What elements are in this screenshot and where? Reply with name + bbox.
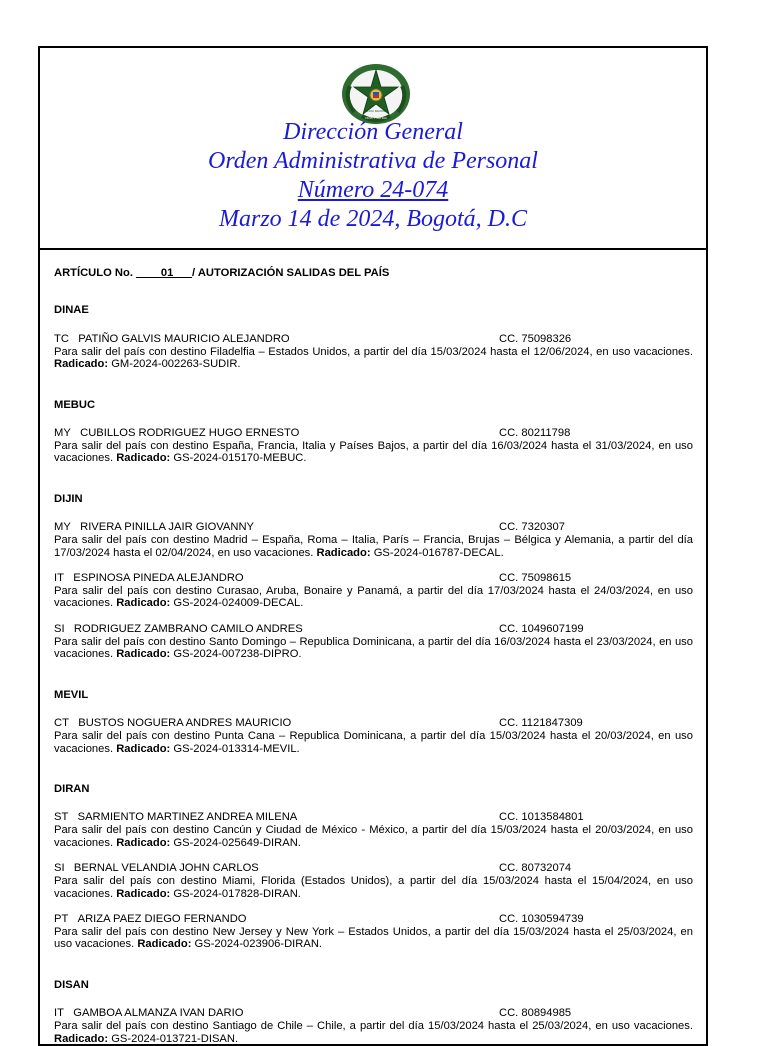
entry-description: Para salir del país con destino Santo Domingo – Republica Dominicana, a partir del día 16/03/2024 hasta el 23/03/2024, en uso vacaciones. Radicado: GS-2024-007238-DIPRO.	[54, 635, 693, 661]
radicado-number: GS-2024-013314-MEVIL.	[173, 742, 300, 755]
radicado-label: Radicado:	[116, 742, 171, 755]
radicado-label: Radicado:	[116, 452, 171, 465]
authorization-entry	[54, 1007, 693, 1045]
authorization-entry	[54, 862, 693, 900]
entry-description: Para salir del país con destino Filadelfia – Estados Unidos, a partir del día 15/03/2024 hasta el 12/06/2024, en uso vacaciones. Radicado: GM-2024-002263-SUDIR.	[54, 345, 693, 371]
entry-description: Para salir del país con destino Miami, Florida (Estados Unidos), a partir del día 15/03/2024 hasta el 15/04/2024, en uso vacaciones. Radicado: GS-2024-017828-DIRAN.	[54, 875, 693, 900]
officer-grade: MY	[54, 427, 71, 440]
officer-cc: CC. 1030594739	[499, 912, 584, 925]
svg-text:POLICIA NACIONAL: POLICIA NACIONAL	[363, 110, 389, 113]
entry-header-line	[54, 333, 693, 346]
entry-header-line	[54, 572, 693, 585]
radicado-label: Radicado:	[116, 597, 171, 610]
entry-description: Para salir del país con destino Punta Cana – Republica Dominicana, a partir del día 15/03/2024 hasta el 20/03/2024, en uso vacaciones. Radicado: GS-2024-013314-MEVIL.	[54, 730, 693, 755]
radicado-number: GS-2024-025649-DIRAN.	[173, 836, 301, 849]
authorization-entry	[54, 717, 693, 755]
officer-name: PATIÑO GALVIS MAURICIO ALEJANDRO	[78, 332, 290, 345]
officer-cc: CC. 1049607199	[499, 622, 584, 635]
radicado-number: GS-2024-016787-DECAL.	[373, 546, 504, 559]
entry-description: Para salir del país con destino Santiago de Chile – Chile, a partir del día 15/03/2024 hasta el 25/03/2024, en uso vacaciones. Radicado: GS-2024-013721-DISAN.	[54, 1020, 693, 1045]
radicado-number: GS-2024-013721-DISAN.	[111, 1032, 239, 1045]
radicado-number: GS-2024-023906-DIRAN.	[194, 938, 323, 951]
radicado-label: Radicado:	[137, 938, 192, 951]
officer-grade: PT	[54, 912, 69, 925]
entry-header-line	[54, 862, 693, 875]
radicado-number: GS-2024-007238-DIPRO.	[173, 648, 302, 661]
radicado-label: Radicado:	[116, 836, 171, 849]
officer-name: SARMIENTO MARTINEZ ANDREA MILENA	[77, 811, 298, 824]
officer-cc: CC. 75098615	[499, 572, 572, 585]
article-heading: ARTÍCULO No. ____01___/ AUTORIZACIÓN SALIDAS DEL PAÍS	[54, 267, 390, 279]
officer-name: ARIZA PAEZ DIEGO FERNANDO	[77, 912, 247, 925]
radicado-label: Radicado:	[116, 648, 171, 661]
entry-description: Para salir del país con destino Curasao, Aruba, Bonaire y Panamá, a partir del día 17/03/2024 hasta el 24/03/2024, en uso vacaciones. Radicado: GS-2024-024009-DECAL.	[54, 585, 693, 610]
entry-header-line	[54, 521, 693, 534]
radicado-number: GM-2024-002263-SUDIR.	[111, 358, 241, 371]
radicado-label: Radicado:	[54, 1032, 109, 1045]
header-titles	[40, 118, 706, 234]
officer-grade: TC	[54, 332, 69, 345]
unit-heading: MEBUC	[54, 398, 96, 411]
entry-header-line	[54, 913, 693, 926]
unit-heading: DIRAN	[54, 782, 90, 795]
officer-cc: CC. 1121847309	[499, 717, 583, 730]
entry-description: Para salir del país con destino Madrid – España, Roma – Italia, París – Francia, Brujas – Bélgica y Alemania, a partir del día 17/03/2024 hasta el 02/04/2024, en uso vacaciones. Radicado: GS-2024-016787-DECAL.	[54, 534, 693, 559]
authorizations-list	[54, 304, 693, 1045]
title-fecha: Marzo 14 de 2024, Bogotá, D.C	[219, 206, 527, 232]
authorization-entry	[54, 572, 693, 610]
title-orden: Orden Administrativa de Personal	[208, 148, 538, 174]
officer-name: BERNAL VELANDIA JOHN CARLOS	[73, 862, 259, 875]
entry-header-line	[54, 811, 693, 824]
officer-grade: MY	[54, 521, 71, 534]
entry-description: Para salir del país con destino España, Francia, Italia y Países Bajos, a partir del día 16/03/2024 hasta el 31/03/2024, en uso vacaciones. Radicado: GS-2024-015170-MEBUC.	[54, 440, 693, 465]
officer-name: CUBILLOS RODRIGUEZ HUGO ERNESTO	[80, 427, 300, 440]
unit-heading: DISAN	[54, 978, 89, 991]
document-page	[38, 46, 708, 1046]
radicado-number: GS-2024-024009-DECAL.	[173, 597, 304, 610]
officer-name: ESPINOSA PINEDA ALEJANDRO	[73, 572, 244, 585]
document-body	[40, 250, 706, 1045]
officer-grade: IT	[54, 572, 64, 585]
authorization-entry	[54, 521, 693, 559]
officer-grade: ST	[54, 811, 69, 824]
svg-text:DIOS Y PATRIA: DIOS Y PATRIA	[365, 116, 387, 120]
entry-description: Para salir del país con destino Cancún y Ciudad de México - México, a partir del día 15/03/2024 hasta el 20/03/2024, en uso vacaciones. Radicado: GS-2024-025649-DIRAN.	[54, 824, 693, 849]
officer-name: BUSTOS NOGUERA ANDRES MAURICIO	[78, 717, 292, 730]
officer-cc: CC. 1013584801	[499, 811, 584, 824]
officer-cc: CC. 80894985	[499, 1007, 572, 1020]
radicado-number: GS-2024-015170-MEBUC.	[173, 452, 307, 465]
officer-grade: IT	[54, 1007, 64, 1020]
entry-header-line	[54, 427, 693, 440]
title-direccion: Dirección General	[283, 119, 463, 145]
entry-header-line	[54, 1007, 693, 1020]
authorization-entry	[54, 913, 693, 951]
radicado-number: GS-2024-017828-DIRAN.	[173, 887, 301, 900]
officer-name: GAMBOA ALMANZA IVAN DARIO	[73, 1007, 244, 1020]
radicado-label: Radicado:	[54, 358, 109, 371]
unit-heading: DIJIN	[54, 492, 83, 505]
officer-grade: SI	[54, 862, 65, 875]
entry-description: Para salir del país con destino New Jersey y New York – Estados Unidos, a partir del día 15/03/2024 hasta el 25/03/2024, en uso vacaciones. Radicado: GS-2024-023906-DIRAN.	[54, 925, 693, 951]
entry-header-line	[54, 623, 693, 636]
radicado-label: Radicado:	[116, 887, 171, 900]
authorization-entry	[54, 623, 693, 661]
unit-heading: MEVIL	[54, 688, 89, 701]
authorization-entry	[54, 427, 693, 465]
entry-header-line	[54, 717, 693, 730]
officer-cc: CC. 80732074	[499, 862, 572, 875]
officer-name: RIVERA PINILLA JAIR GIOVANNY	[80, 521, 254, 534]
officer-cc: CC. 80211798	[499, 427, 571, 440]
authorization-entry	[54, 811, 693, 849]
unit-heading: DINAE	[54, 304, 89, 317]
article-number: ____01___	[136, 267, 193, 279]
title-numero: Número 24-074	[297, 177, 449, 203]
officer-grade: CT	[54, 717, 69, 730]
officer-cc: CC. 75098326	[499, 332, 572, 345]
document-header	[40, 48, 706, 250]
authorization-entry	[54, 333, 693, 371]
officer-grade: SI	[54, 622, 65, 635]
radicado-label: Radicado:	[316, 546, 371, 559]
officer-cc: CC. 7320307	[499, 521, 565, 534]
officer-name: RODRIGUEZ ZAMBRANO CAMILO ANDRES	[73, 622, 303, 635]
